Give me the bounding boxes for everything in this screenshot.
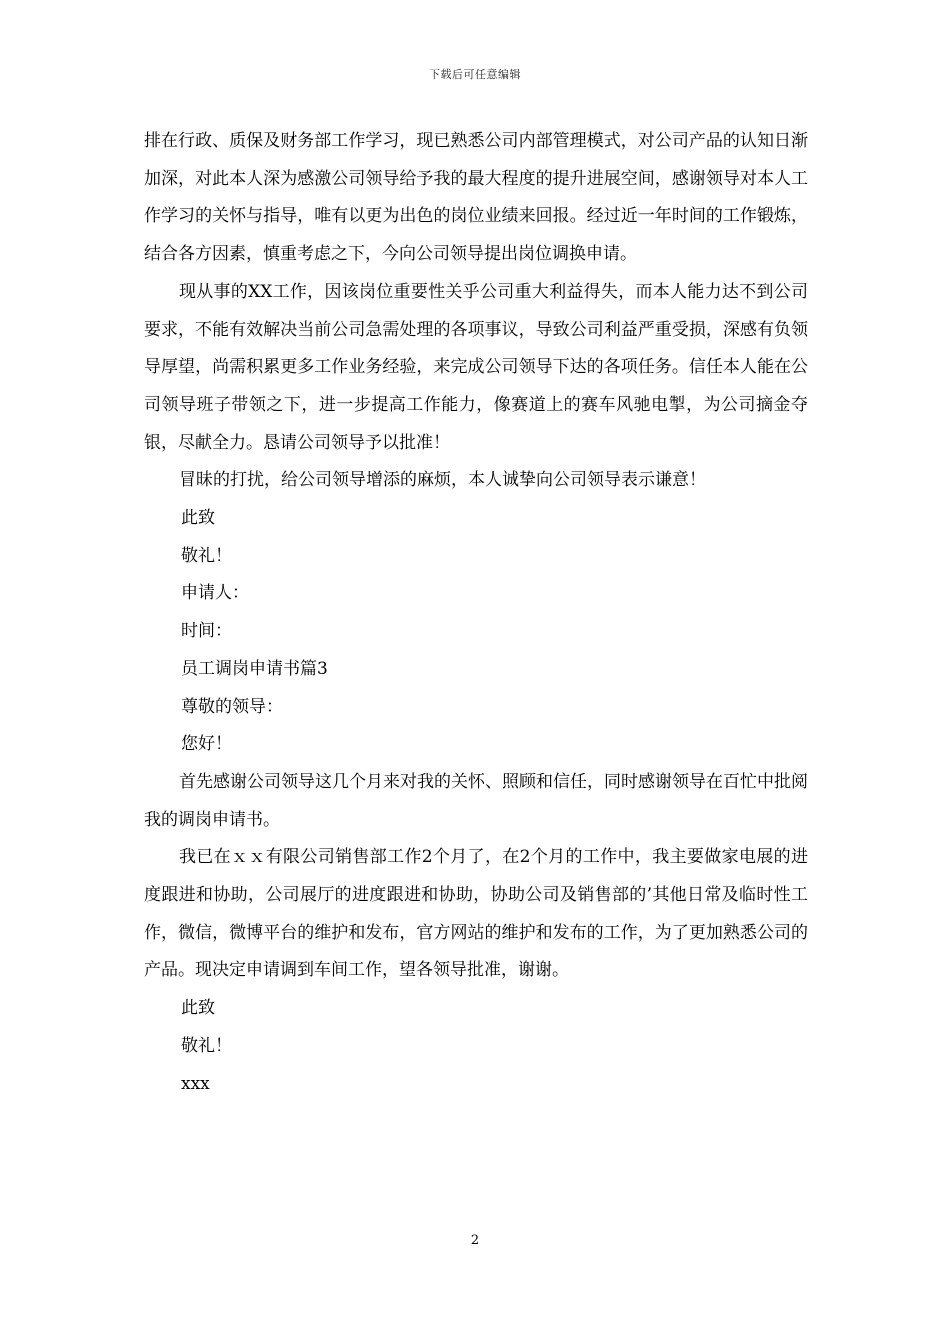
paragraph: 现从事的XX工作，因该岗位重要性关乎公司重大利益得失，而本人能力达不到公司要求，不能有效解决当前公司急需处理的各项事议，导致公司利益严重受损，深感有负领导厚望，尚需积累更多工作业务经验，来完成公司领导下达的各项任务。信任本人能在公司领导班子带领之下，进一步提高工作能力，像赛道上的赛车风驰电掣，为公司摘金夺银，尽献全力。恳请公司领导予以批准！ [144,281,808,453]
salutation-line: 敬礼！ [181,1035,232,1056]
closing-line: 此致 [181,998,215,1019]
closing-line: 此致 [181,508,215,529]
hello-line: 您好！ [181,734,232,755]
page-header-note: 下载后可任意编辑 [429,68,521,81]
page-number: 2 [470,1233,480,1248]
signature-line: xxx [181,1073,210,1094]
date-line: 时间： [181,621,232,642]
paragraph: 排在行政、质保及财务部工作学习，现已熟悉公司内部管理模式，对公司产品的认知日渐加深，对此本人深为感激公司领导给予我的最大程度的提升进展空间，感谢领导对本人工作学习的关怀与指导，唯有以更为出色的岗位业绩来回报。经过近一年时间的工作锻炼，结合各方因素，慎重考虑之下，今向公司领导提出岗位调换申请。 [144,131,808,265]
paragraph: 首先感谢公司领导这几个月来对我的关怀、照顾和信任，同时感谢领导在百忙中批阅我的调岗申请书。 [144,771,808,830]
paragraph: 我已在ｘｘ有限公司销售部工作2个月了，在2个月的工作中，我主要做家电展的进度跟进和协助，公司展厅的进度跟进和协助，协助公司及销售部的’其他日常及临时性工作，微信，微博平台的维护和发布，官方网站的维护和发布的工作，为了更加熟悉公司的产品。现决定申请调到车间工作，望各领导批准，谢谢。 [144,847,808,981]
applicant-line: 申请人： [181,583,249,604]
paragraph: 冒昧的打扰，给公司领导增添的麻烦，本人诚挚向公司领导表示谦意！ [179,470,706,491]
salutation-line: 敬礼！ [181,545,232,566]
greeting-line: 尊敬的领导： [181,696,283,717]
document-body [144,123,808,1103]
section-title: 员工调岗申请书篇3 [181,658,328,679]
